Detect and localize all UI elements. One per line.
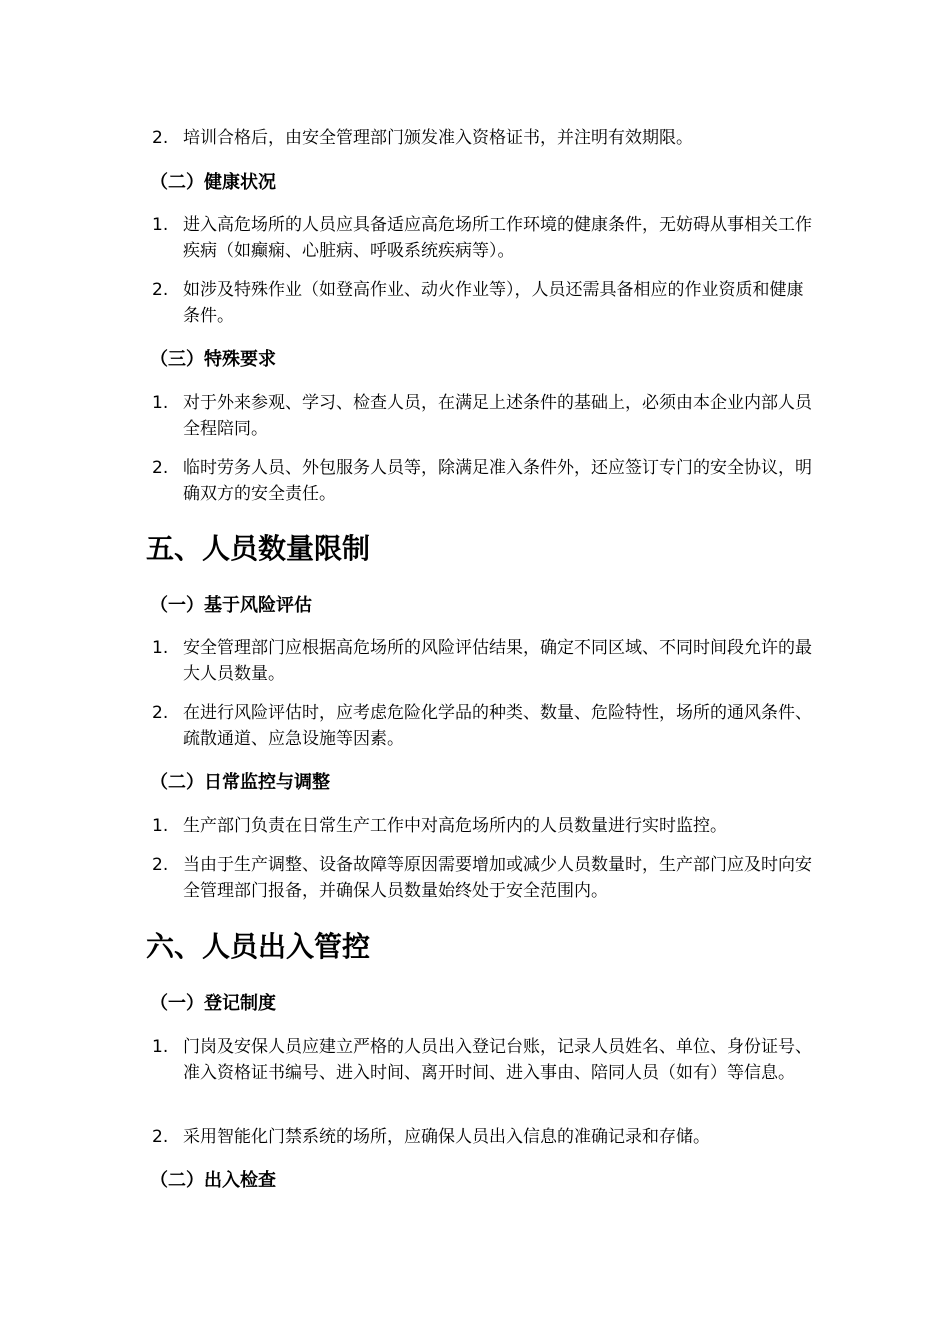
list-item [152,125,812,151]
list-item [152,1124,812,1150]
item-number: 2. [152,128,169,148]
item-number: 1. [152,393,169,413]
item-number: 2. [152,1127,169,1147]
item-text: 培训合格后，由安全管理部门颁发准入资格证书，并注明有效期限。 [183,128,693,148]
list-item [152,212,812,264]
item-number: 2. [152,703,169,723]
item-number: 1. [152,638,169,658]
list-item [152,455,812,507]
subsection-heading: （一）登记制度 [150,993,276,1014]
section-heading: 六、人员出入管控 [146,930,371,963]
list-item [152,852,812,904]
item-number: 1. [152,1037,169,1057]
subsection-heading: （二）出入检查 [150,1170,276,1191]
subsection-heading: （三）特殊要求 [150,349,276,370]
list-item [152,1034,812,1086]
item-text: 进入高危场所的人员应具备适应高危场所工作环境的健康条件，无妨碍从事相关工作疾病（如癫痫、心脏病、呼吸系统疾病等）。 [183,215,812,261]
subsection-heading: （一）基于风险评估 [150,595,312,616]
item-number: 2. [152,280,169,300]
item-number: 1. [152,215,169,235]
subsection-heading: （二）健康状况 [150,172,276,193]
item-number: 2. [152,855,169,875]
item-text: 门岗及安保人员应建立严格的人员出入登记台账，记录人员姓名、单位、身份证号、准入资格证书编号、进入时间、离开时间、进入事由、陪同人员（如有）等信息。 [183,1037,812,1083]
subsection-heading: （二）日常监控与调整 [150,772,330,793]
item-text: 如涉及特殊作业（如登高作业、动火作业等），人员还需具备相应的作业资质和健康条件。 [183,280,804,326]
section-heading: 五、人员数量限制 [146,532,371,565]
item-text: 临时劳务人员、外包服务人员等，除满足准入条件外，还应签订专门的安全协议，明确双方的安全责任。 [183,458,812,504]
item-text: 在进行风险评估时，应考虑危险化学品的种类、数量、危险特性，场所的通风条件、疏散通道、应急设施等因素。 [183,703,812,749]
item-number: 1. [152,816,169,836]
item-text: 安全管理部门应根据高危场所的风险评估结果，确定不同区域、不同时间段允许的最大人员数量。 [183,638,812,684]
item-number: 2. [152,458,169,478]
list-item [152,390,812,442]
list-item [152,277,812,329]
item-text: 当由于生产调整、设备故障等原因需要增加或减少人员数量时，生产部门应及时向安全管理部门报备，并确保人员数量始终处于安全范围内。 [183,855,812,901]
item-text: 对于外来参观、学习、检查人员，在满足上述条件的基础上，必须由本企业内部人员全程陪同。 [183,393,812,439]
list-item [152,700,812,752]
item-text: 生产部门负责在日常生产工作中对高危场所内的人员数量进行实时监控。 [183,816,727,836]
list-item [152,635,812,687]
item-text: 采用智能化门禁系统的场所，应确保人员出入信息的准确记录和存储。 [183,1127,710,1147]
list-item [152,813,812,839]
